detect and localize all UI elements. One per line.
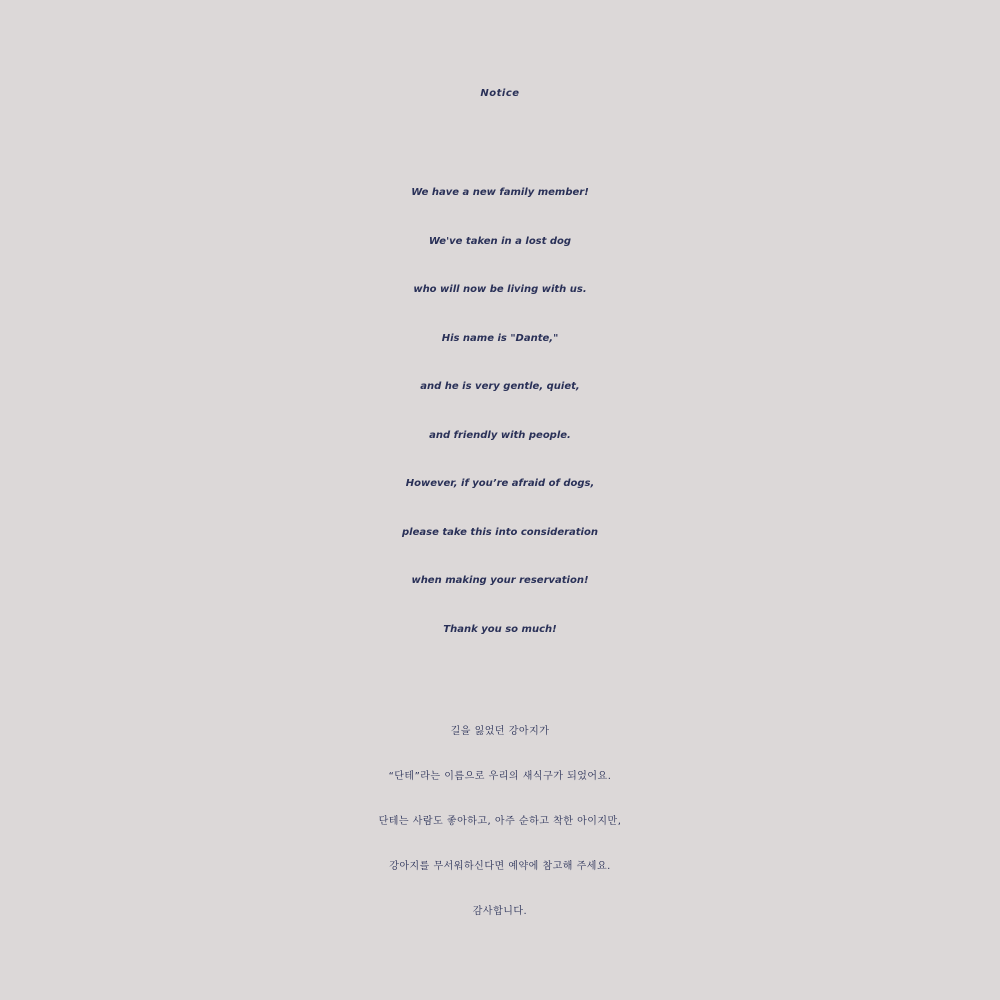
- korean-line: 단테는 사람도 좋아하고, 아주 순하고 착한 아이지만,: [378, 816, 622, 827]
- english-message: [0, 169, 1000, 654]
- english-line: please take this into consideration: [402, 526, 598, 538]
- english-line: His name is "Dante,": [441, 332, 559, 344]
- english-line: who will now be living with us.: [413, 284, 587, 295]
- korean-line: “단테”라는 이름으로 우리의 새식구가 되었어요.: [388, 771, 612, 782]
- english-line: Thank you so much!: [443, 623, 557, 635]
- korean-line: 감사합니다.: [472, 906, 528, 917]
- english-line: and friendly with people.: [429, 429, 571, 441]
- korean-line: 길을 잃었던 강아지가: [450, 726, 550, 737]
- english-line: We have a new family member!: [411, 187, 589, 198]
- english-line: We've taken in a lost dog: [428, 235, 572, 247]
- english-line: However, if you’re afraid of dogs,: [405, 478, 595, 489]
- notice-title: Notice: [480, 88, 520, 99]
- english-line: when making your reservation!: [411, 575, 589, 586]
- korean-line: 강아지를 무서워하신다면 예약에 참고해 주세요.: [389, 861, 611, 872]
- english-line: and he is very gentle, quiet,: [420, 381, 580, 392]
- korean-message: [0, 709, 1000, 934]
